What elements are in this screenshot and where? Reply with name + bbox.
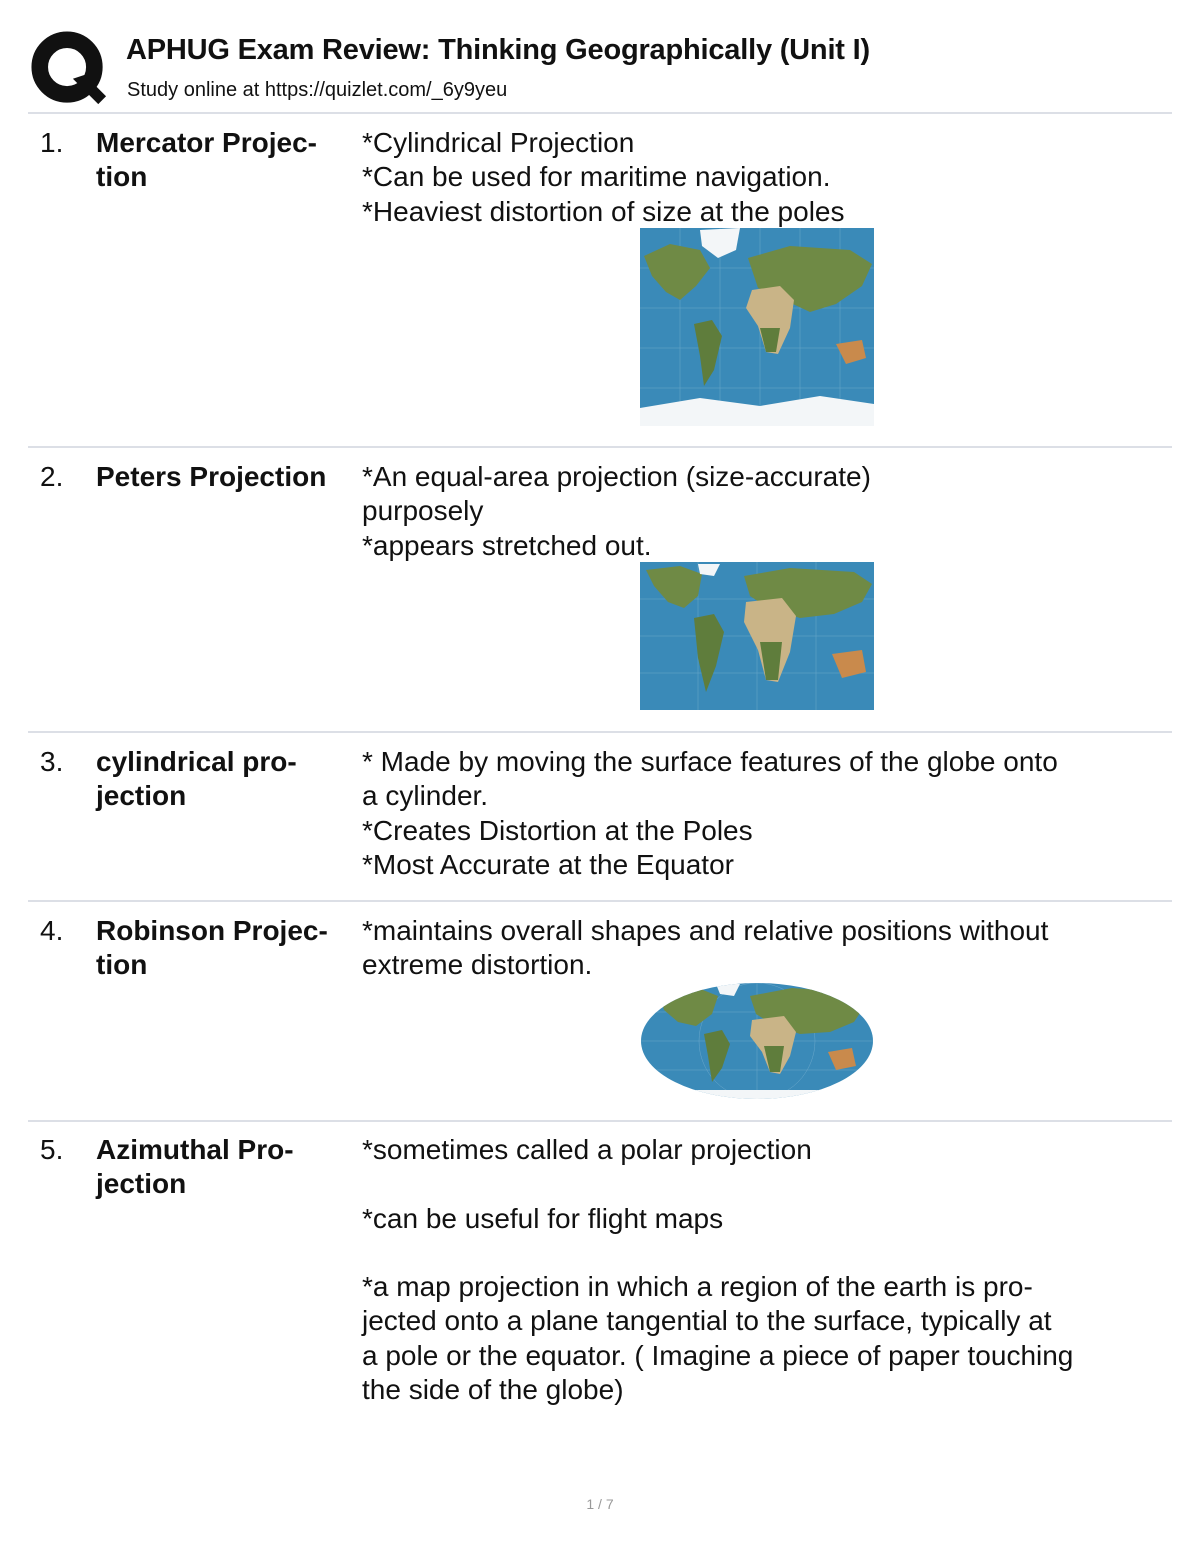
def-line: *a map projection in which a region of the earth is pro- <box>362 1271 1033 1303</box>
robinson-map-image <box>640 982 874 1100</box>
def-line: *appears stretched out. <box>362 529 652 561</box>
term-line: Mercator Projec- <box>96 127 317 158</box>
term-line: jection <box>96 1168 187 1199</box>
card-definition <box>362 126 1162 229</box>
card-definition <box>362 914 1162 983</box>
def-line: jected onto a plane tangential to the surface, typically at <box>362 1305 1052 1337</box>
card-definition <box>362 1133 1162 1407</box>
def-line: *maintains overall shapes and relative positions without <box>362 915 1049 946</box>
def-line: *An equal-area projection (size-accurate) <box>362 461 871 492</box>
def-spacer <box>362 1167 1162 1201</box>
def-line: *can be useful for flight maps <box>362 1202 724 1234</box>
page-number: 1 / 7 <box>586 1496 614 1512</box>
card-definition <box>362 460 1162 563</box>
card-number: 3. <box>40 746 64 777</box>
def-line: *Creates Distortion at the Poles <box>362 814 753 846</box>
term-line: tion <box>96 949 148 980</box>
card-term <box>96 914 358 982</box>
peters-map-image <box>640 562 874 710</box>
def-line: a cylinder. <box>362 780 489 812</box>
term-line: Robinson Projec- <box>96 915 328 946</box>
study-online-link[interactable]: Study online at https://quizlet.com/_6y9yeu <box>127 79 508 101</box>
mercator-map-image <box>640 228 874 426</box>
def-line: *Cylindrical Projection <box>362 127 635 158</box>
card-term <box>96 1133 358 1201</box>
term-line: tion <box>96 161 148 192</box>
card-number: 2. <box>40 461 64 492</box>
def-line: *Heaviest distortion of size at the poles <box>362 195 845 227</box>
term-line: jection <box>96 780 187 811</box>
card-number: 4. <box>40 915 64 946</box>
divider <box>28 1120 1172 1122</box>
def-line: purposely <box>362 495 484 527</box>
card-number: 5. <box>40 1134 64 1165</box>
def-line: *sometimes called a polar projection <box>362 1134 812 1165</box>
divider <box>28 731 1172 733</box>
card-definition <box>362 745 1162 882</box>
def-line: *Most Accurate at the Equator <box>362 848 734 880</box>
term-line: cylindrical pro- <box>96 746 297 777</box>
card-number: 1. <box>40 127 64 158</box>
quizlet-logo-icon <box>30 30 108 108</box>
term-line: Peters Projection <box>96 461 327 492</box>
document-title: APHUG Exam Review: Thinking Geographically (Unit I) <box>126 34 870 66</box>
divider <box>28 900 1172 902</box>
divider <box>28 446 1172 448</box>
term-line: Azimuthal Pro- <box>96 1134 294 1165</box>
def-line: *Can be used for maritime navigation. <box>362 161 831 193</box>
def-spacer <box>362 1236 1162 1270</box>
def-line: a pole or the equator. ( Imagine a piece of paper touching <box>362 1339 1074 1371</box>
card-term <box>96 460 358 494</box>
def-line: the side of the globe) <box>362 1374 624 1406</box>
card-term <box>96 745 358 813</box>
def-line: extreme distortion. <box>362 949 593 981</box>
divider <box>28 112 1172 114</box>
def-line: * Made by moving the surface features of the globe onto <box>362 746 1058 777</box>
card-term <box>96 126 358 194</box>
